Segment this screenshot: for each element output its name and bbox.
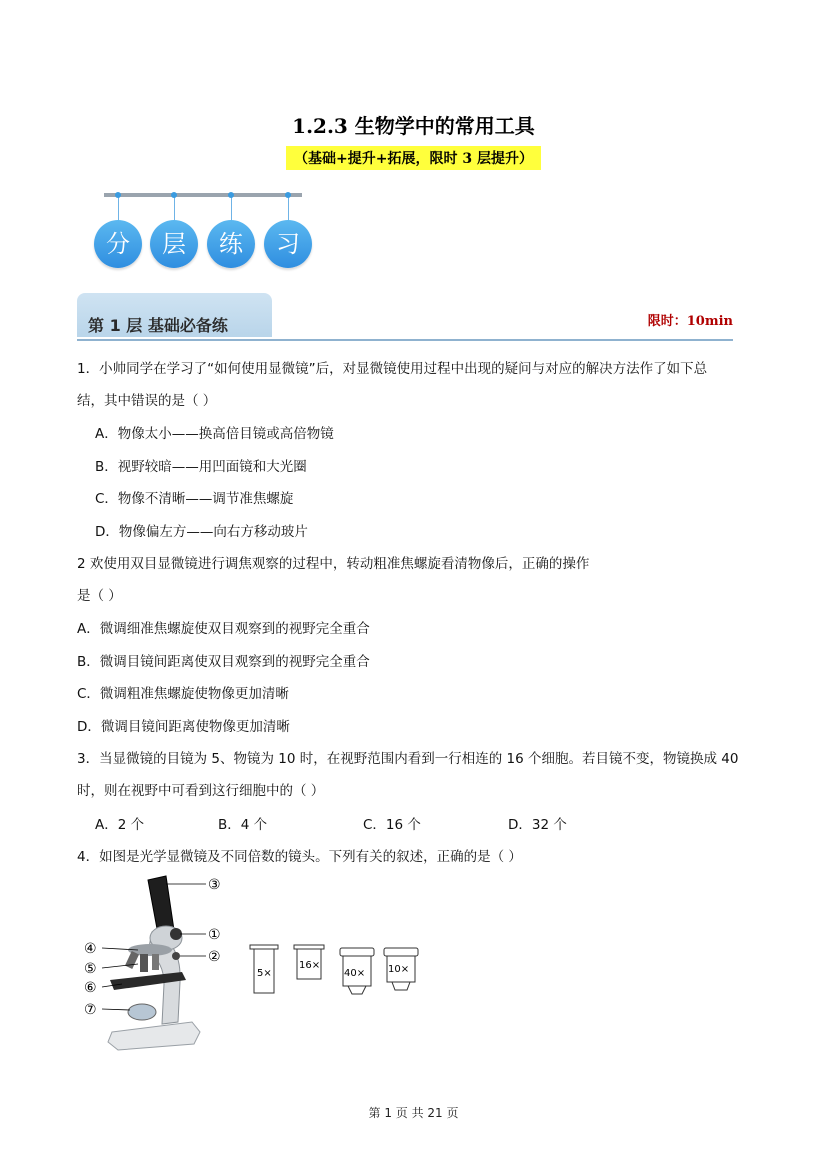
question-1-option-d: D．物像偏左方——向右方移动玻片 — [95, 524, 308, 540]
banner-rail — [104, 193, 302, 197]
section-title: 第 1 层 基础必备练 — [88, 316, 228, 335]
question-2-option-c: C．微调粗准焦螺旋使物像更加清晰 — [77, 686, 289, 702]
question-2-option-d: D．微调目镜间距离使物像更加清晰 — [77, 719, 290, 735]
banner-dot — [115, 192, 121, 198]
mirror — [128, 1004, 156, 1020]
eyepiece-tube — [148, 876, 174, 934]
banner-dot — [228, 192, 234, 198]
question-2-option-a: A．微调细准焦螺旋使双目观察到的视野完全重合 — [77, 621, 370, 637]
objective-lens-tip — [392, 982, 410, 990]
fine-knob — [172, 952, 180, 960]
objective-lens — [125, 951, 139, 969]
banner-char: 分 — [94, 220, 142, 268]
question-3-option-d: D．32 个 — [508, 817, 567, 833]
eyepiece-lens-rim — [294, 945, 324, 949]
question-4-line-1: 4．如图是光学显微镜及不同倍数的镜头。下列有关的叙述，正确的是（ ） — [77, 849, 522, 865]
question-3-option-c: C．16 个 — [363, 817, 421, 833]
question-2-option-b: B．微调目镜间距离使双目观察到的视野完全重合 — [77, 654, 370, 670]
eyepiece-lens-rim — [250, 945, 278, 949]
document-subtitle: （基础+提升+拓展，限时 3 层提升） — [286, 146, 541, 170]
microscope-base — [108, 1022, 200, 1050]
section-divider — [77, 339, 733, 341]
banner-dot — [285, 192, 291, 198]
figure-label: ⑦ — [84, 1002, 97, 1018]
figure-label: ④ — [84, 941, 97, 957]
lens-label: 16× — [299, 960, 321, 971]
question-1-line-2: 结，其中错误的是（ ） — [77, 393, 217, 409]
question-1-option-b: B．视野较暗——用凹面镜和大光圈 — [95, 459, 307, 475]
question-1-option-a: A．物像太小——换高倍目镜或高倍物镜 — [95, 426, 334, 442]
question-3-option-b: B．4 个 — [218, 817, 268, 833]
microscope-figure — [82, 872, 232, 1057]
time-limit: 限时：10min — [647, 314, 733, 329]
question-1-line-1: 1．小帅同学在学习了“如何使用显微镜”后，对显微镜使用过程中出现的疑问与对应的解决方法作了如下总 — [77, 361, 708, 377]
banner-dot — [171, 192, 177, 198]
figure-label: ⑥ — [84, 980, 97, 996]
objective-lens — [140, 954, 148, 972]
question-2-line-1: 2 欢使用双目显微镜进行调焦观察的过程中，转动粗准焦螺旋看清物像后，正确的操作 — [77, 556, 590, 572]
question-3-option-a: A．2 个 — [95, 817, 145, 833]
banner-char: 习 — [264, 220, 312, 268]
figure-label: ⑤ — [84, 961, 97, 977]
subtitle-wrap — [0, 146, 827, 170]
figure-label: ② — [208, 949, 221, 965]
figure-label: ① — [208, 927, 221, 943]
page-number: 第 1 页 共 21 页 — [368, 1106, 459, 1120]
lens-label: 10× — [388, 964, 410, 975]
question-3-line-2: 时，则在视野中可看到这行细胞中的（ ） — [77, 783, 325, 799]
objective-lens-rim — [384, 948, 418, 956]
objective-lens — [152, 954, 159, 970]
lens-figure — [248, 940, 420, 1000]
figure-label: ③ — [208, 877, 221, 893]
objective-lens-rim — [340, 948, 374, 956]
objective-lens-tip — [348, 986, 366, 994]
leader-line — [102, 1009, 130, 1010]
question-3-line-1: 3．当显微镜的目镜为 5、物镜为 10 时，在视野范围内看到一行相连的 16 个细胞。若目镜不变，物镜换成 40 — [77, 751, 739, 767]
lens-label: 5× — [257, 968, 272, 979]
lens-label: 40× — [344, 968, 366, 979]
banner-char: 练 — [207, 220, 255, 268]
banner-char: 层 — [150, 220, 198, 268]
document-title: 1.2.3 生物学中的常用工具 — [292, 114, 535, 138]
question-1-option-c: C．物像不清晰——调节准焦螺旋 — [95, 491, 294, 507]
question-2-line-2: 是（ ） — [77, 588, 122, 604]
